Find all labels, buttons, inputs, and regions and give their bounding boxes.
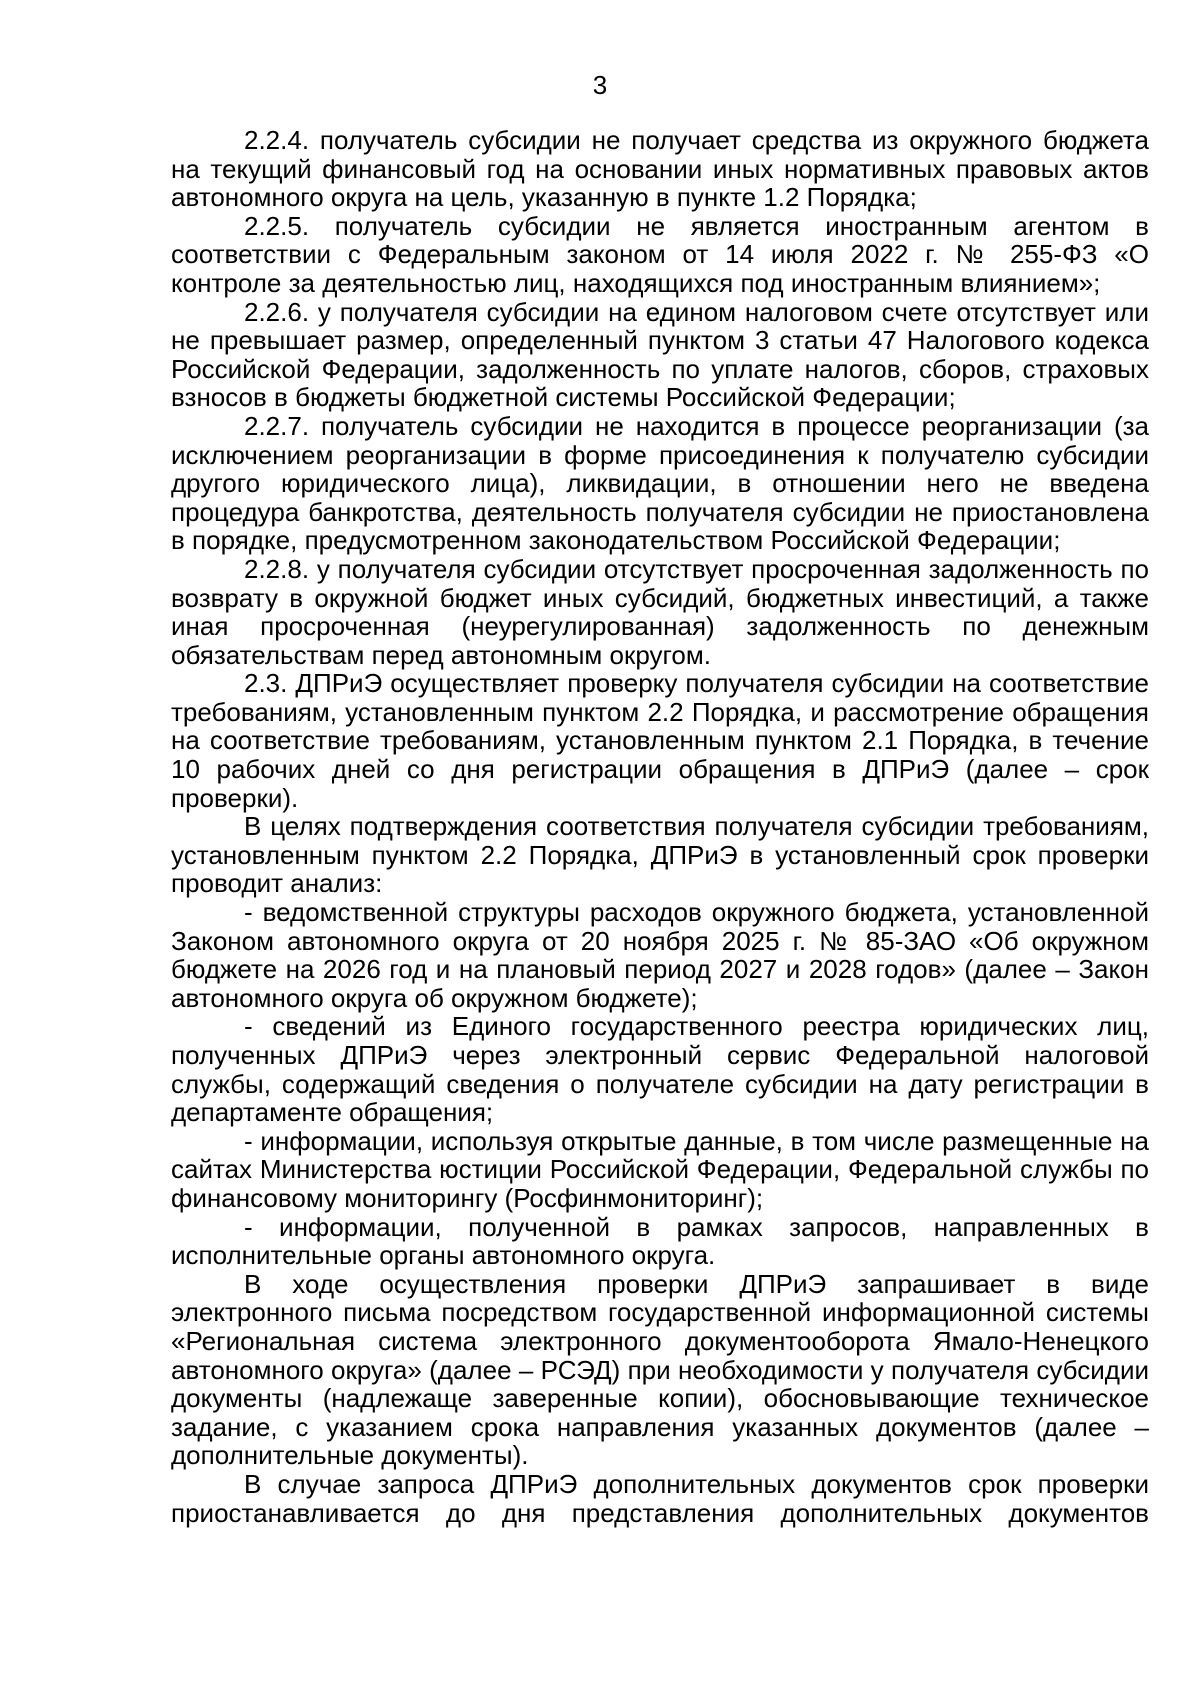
paragraph-check-suspension: В случае запроса ДПРиЭ дополнительных документов срок проверки приостанавливается до дня представления дополнительных документов — [171, 1468, 1149, 1528]
list-item-egrul-data: - сведений из Единого государственного реестра юридических лиц, полученных ДПРиЭ через электронный сервис Федеральной налоговой службы, содержащий сведения о получателе субсидии на дату регистрации в департаменте обращения; — [171, 1011, 1149, 1128]
paragraph-2-2-5: 2.2.5. получатель субсидии не является иностранным агентом в соответствии с Федеральным законом от 14 июля 2022 г. № 255-ФЗ «О контроле за деятельностью лиц, находящихся под иностранным влиянием»; — [171, 210, 1149, 298]
list-item-agency-requests: - информации, полученной в рамках запросов, направленных в исполнительные органы автономного округа. — [171, 1211, 1149, 1271]
paragraph-verification-purpose: В целях подтверждения соответствия получателя субсидии требованиям, установленным пунктом 2.2 Порядка, ДПРиЭ в установленный срок проверки проводит анализ: — [171, 811, 1149, 899]
paragraph-document-request: В ходе осуществления проверки ДПРиЭ запрашивает в виде электронного письма посредством государственной информационной системы «Региональная система электронного документооборота Ямало-Ненецкого автономного округа» (далее – РСЭД) при необходимости у получателя субсидии документы (надлежаще заверенные копии), обосновывающие техническое задание, с указанием срока направления указанных документов (далее – дополнительные документы). — [171, 1268, 1149, 1471]
paragraph-2-2-6: 2.2.6. у получателя субсидии на едином налоговом счете отсутствует или не превышает размер, определенный пунктом 3 статьи 47 Налогового кодекса Российской Федерации, задолженность по уплате налогов, сборов, страховых взносов в бюджеты бюджетной системы Российской Федерации; — [171, 296, 1149, 413]
page-number: 3 — [592, 70, 608, 100]
list-item-budget-structure: - ведомственной структуры расходов окружного бюджета, установленной Законом автономного округа от 20 ноября 2025 г. № 85-ЗАО «Об окружном бюджете на 2026 год и на плановый период 2027 и 2028 годов» (далее – Закон автономного округа об окружном бюджете); — [171, 897, 1149, 1013]
paragraph-2-3: 2.3. ДПРиЭ осуществляет проверку получателя субсидии на соответствие требованиям, установленным пунктом 2.2 Порядка, и рассмотрение обращения на соответствие требованиям, установленным пунктом 2.1 Порядка, в течение 10 рабочих дней со дня регистрации обращения в ДПРиЭ (далее – срок проверки). — [171, 668, 1149, 813]
paragraph-2-2-4: 2.2.4. получатель субсидии не получает средства из окружного бюджета на текущий финансовый год на основании иных нормативных правовых актов автономного округа на цель, указанную в пункте 1.2 Порядка; — [171, 125, 1149, 213]
document-body — [171, 126, 1149, 1527]
list-item-open-data: - информации, используя открытые данные, в том числе размещенные на сайтах Министерства юстиции Российской Федерации, Федеральной службы по финансовому мониторингу (Росфинмониторинг); — [171, 1125, 1149, 1213]
paragraph-2-2-8: 2.2.8. у получателя субсидии отсутствует просроченная задолженность по возврату в окружной бюджет иных субсидий, бюджетных инвестиций, а также иная просроченная (неурегулированная) задолженность по денежным обязательствам перед автономным округом. — [171, 553, 1149, 670]
paragraph-2-2-7: 2.2.7. получатель субсидии не находится в процессе реорганизации (за исключением реорганизации в форме присоединения к получателю субсидии другого юридического лица), ликвидации, в отношении него не введена процедура банкротства, деятельность получателя субсидии не приостановлена в порядке, предусмотренном законодательством Российской Федерации; — [171, 410, 1149, 556]
